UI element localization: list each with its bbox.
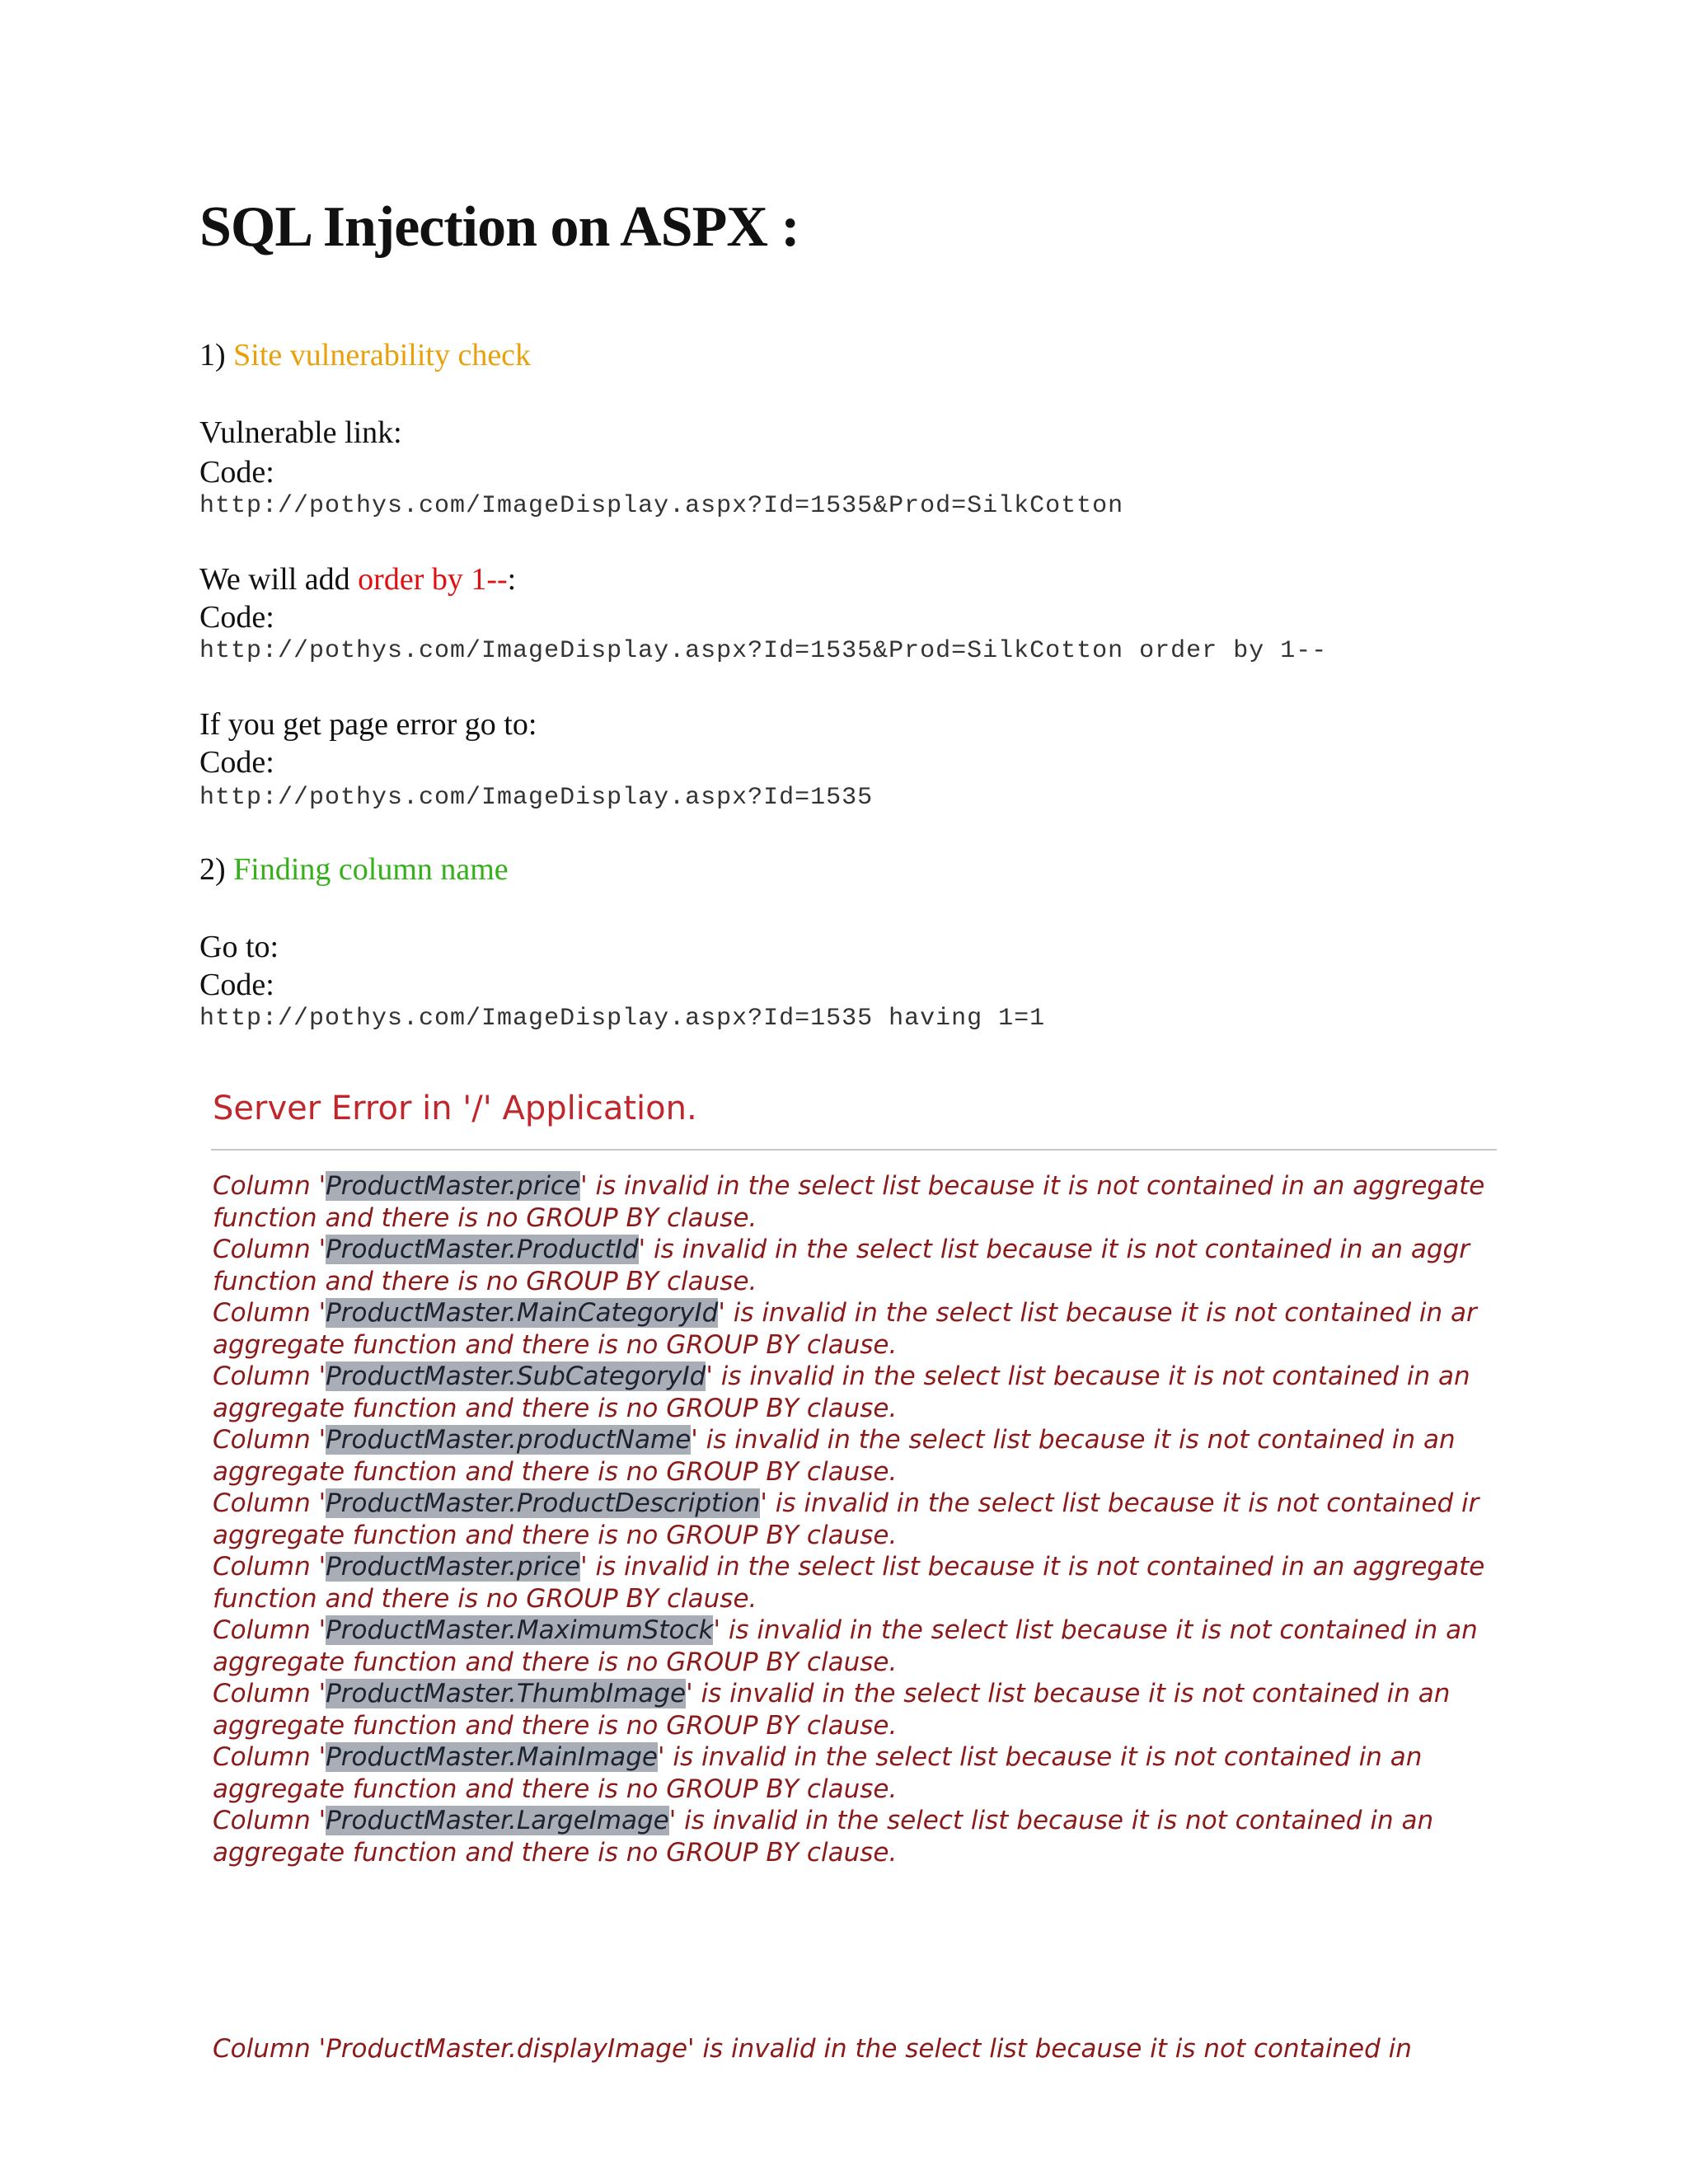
error-line-text: ' is invalid in the select list because it is not contained in an [706,1361,1470,1391]
error-line-text: aggregate function and there is no GROUP BY clause. [213,1456,898,1487]
column-name-highlight: ProductMaster.price [326,1171,581,1201]
column-name-highlight: ProductMaster.MainCategoryId [326,1298,719,1328]
error-line [213,1615,1497,1647]
code-label-3: Code: [199,745,274,780]
section-1-heading [199,336,531,374]
error-line-text: Column ' [213,1235,326,1264]
error-line-text: ' is invalid in the select list because it is not contained in an [658,1742,1423,1772]
vulnerable-link-label: Vulnerable link: [199,415,402,450]
error-line [213,1647,1497,1679]
code-url-2: http://pothys.com/ImageDisplay.aspx?Id=1535&Prod=SilkCotton order by 1-- [199,637,1328,665]
column-name-highlight: ProductMaster.ProductDescription [326,1488,761,1518]
error-line [213,1520,1497,1552]
error-line [213,1234,1497,1266]
error-line [213,1837,1497,1869]
error-line-text: Column ' [213,1806,326,1835]
error-line-text: aggregate function and there is no GROUP BY clause. [213,1774,898,1804]
column-name-highlight: ProductMaster.ThumbImage [326,1679,687,1708]
error-line-text: aggregate function and there is no GROUP BY clause. [213,1393,898,1423]
error-line [213,1329,1497,1361]
cutoff-error-line: Column 'ProductMaster.displayImage' is invalid in the select list because it is not contained in [213,2034,1412,2064]
column-name-highlight: ProductMaster.SubCategoryId [326,1361,706,1391]
error-line-text: Column ' [213,1425,326,1455]
server-error-title: Server Error in '/' Application. [213,1090,697,1127]
error-line-text: Column ' [213,1361,326,1391]
divider [211,1149,1497,1151]
error-line-text: Column ' [213,1171,326,1201]
error-line-text: aggregate function and there is no GROUP BY clause. [213,1647,898,1677]
error-line-text: aggregate function and there is no GROUP BY clause. [213,1329,898,1360]
error-line-text: ' is invalid in the select list because it is not contained in an aggr [638,1235,1470,1264]
code-url-1: http://pothys.com/ImageDisplay.aspx?Id=1535&Prod=SilkCotton [199,492,1124,520]
error-line [213,1202,1497,1235]
error-line-text: Column ' [213,1679,326,1708]
column-name-highlight: ProductMaster.MaximumStock [326,1615,714,1645]
code-url-4: http://pothys.com/ImageDisplay.aspx?Id=1535 having 1=1 [199,1005,1046,1033]
go-to-label: Go to: [199,930,279,964]
error-line [213,1741,1497,1774]
error-line-text: Column ' [213,1488,326,1518]
error-line [213,1170,1497,1202]
column-name-highlight: ProductMaster.productName [326,1425,692,1455]
error-line-text: aggregate function and there is no GROUP BY clause. [213,1520,898,1550]
error-line-text: Column ' [213,1552,326,1582]
error-line [213,1774,1497,1806]
error-line [213,1456,1497,1488]
section-2-title: Finding column name [233,852,509,887]
error-line-text: function and there is no GROUP BY clause. [213,1266,757,1296]
section-1-number: 1) [199,338,234,373]
error-line-text: function and there is no GROUP BY clause. [213,1202,757,1233]
error-line-text: ' is invalid in the select list because it is not contained in an aggregate [580,1552,1485,1582]
section-2-heading [199,851,509,888]
error-line [213,1583,1497,1615]
order-by-instruction [199,560,516,598]
error-line-text: aggregate function and there is no GROUP BY clause. [213,1837,898,1868]
error-line-text: aggregate function and there is no GROUP BY clause. [213,1710,898,1741]
error-line [213,1361,1497,1393]
error-line [213,1266,1497,1298]
code-label-4: Code: [199,968,274,1002]
error-line-text: Column ' [213,1615,326,1645]
error-line-text: Column ' [213,1298,326,1328]
column-name-highlight: ProductMaster.ProductId [326,1235,639,1264]
error-line-text: ' is invalid in the select list because it is not contained in an [668,1806,1434,1835]
error-line [213,1710,1497,1742]
order-by-prefix: We will add [199,562,359,597]
column-name-highlight: ProductMaster.LargeImage [326,1806,669,1835]
error-line-text: ' is invalid in the select list because it is not contained in ar [718,1298,1477,1328]
column-name-highlight: ProductMaster.MainImage [326,1742,658,1772]
page-error-label: If you get page error go to: [199,707,537,742]
section-1-title: Site vulnerability check [233,338,532,373]
error-line-text: ' is invalid in the select list because it is not contained in an [686,1679,1451,1708]
cutoff-line-clip [213,2034,1412,2064]
error-line-text: ' is invalid in the select list because it is not contained in an [691,1425,1456,1455]
error-line [213,1551,1497,1583]
error-line-text: ' is invalid in the select list because it is not contained in an aggregate [580,1171,1485,1201]
error-line [213,1297,1497,1329]
error-message-list [213,1170,1497,1868]
code-label-1: Code: [199,455,274,490]
error-line [213,1393,1497,1425]
error-line-text: ' is invalid in the select list because it is not contained ir [760,1488,1479,1518]
error-line [213,1678,1497,1710]
code-url-3: http://pothys.com/ImageDisplay.aspx?Id=1535 [199,784,874,812]
code-label-2: Code: [199,600,274,635]
section-2-number: 2) [199,852,234,887]
error-line [213,1488,1497,1520]
error-line-text: function and there is no GROUP BY clause. [213,1583,757,1614]
error-line-text: Column ' [213,1742,326,1772]
error-line [213,1805,1497,1837]
column-name-highlight: ProductMaster.price [326,1552,581,1582]
page-title: SQL Injection on ASPX : [199,195,799,259]
order-by-suffix: : [507,562,517,597]
error-line [213,1424,1497,1456]
order-by-highlight: order by 1-- [358,562,508,597]
server-error-screenshot [199,1086,1497,2064]
error-line-text: ' is invalid in the select list because it is not contained in an [713,1615,1478,1645]
